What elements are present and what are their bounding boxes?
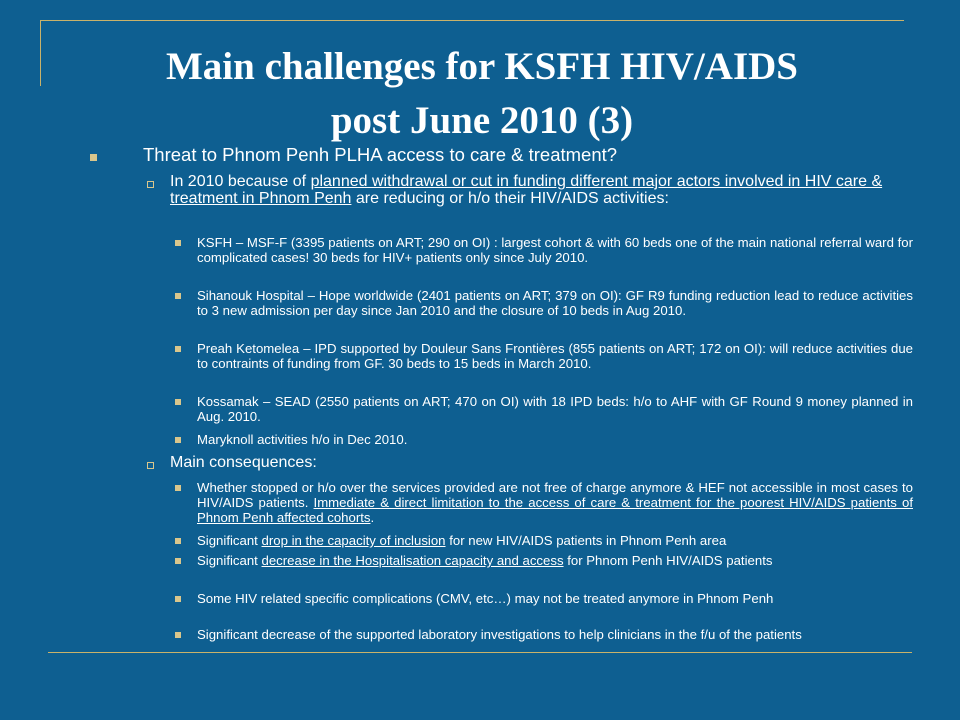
square-bullet-icon xyxy=(175,437,181,443)
hollow-square-bullet-icon xyxy=(147,181,154,188)
square-bullet-icon xyxy=(175,240,181,246)
title-line-2: post June 2010 (3) xyxy=(330,99,634,142)
consequence-3-post: for Phnom Penh HIV/AIDS patients xyxy=(563,553,773,568)
consequences-heading: Main consequences: xyxy=(170,454,317,471)
square-bullet-icon xyxy=(175,293,181,299)
consequence-2-underlined: drop in the capacity of inclusion xyxy=(261,533,446,548)
threat-heading: Threat to Phnom Penh PLHA access to care & treatment? xyxy=(143,144,618,165)
consequence-item xyxy=(197,553,913,568)
consequence-3-pre: Significant xyxy=(197,553,262,568)
consequence-item: Some HIV related specific complications (CMV, etc…) may not be treated anymore in Phnom Penh xyxy=(197,591,774,606)
actor-item: Maryknoll activities h/o in Dec 2010. xyxy=(197,432,408,447)
reason-pre: In 2010 because of xyxy=(170,173,311,190)
consequence-1-post: . xyxy=(370,510,375,525)
square-bullet-icon xyxy=(90,154,97,161)
square-bullet-icon xyxy=(175,558,181,564)
square-bullet-icon xyxy=(175,596,181,602)
reason-post: are reducing or h/o their HIV/AIDS activities: xyxy=(351,190,669,207)
actor-item: Sihanouk Hospital – Hope worldwide (2401 patients on ART; 379 on OI): GF R9 funding reduction lead to reduce activities to 3 new admission per day since Jan 2010 and the closure of 10 beds in Aug 2010. xyxy=(197,288,913,318)
hollow-square-bullet-icon xyxy=(147,462,154,469)
reason-underlined: planned withdrawal or cut in funding different major actors involved in HIV care & treatment in Phnom Penh xyxy=(170,173,883,207)
consequence-1-underlined: Immediate & direct limitation to the access of care & treatment for the poorest HIV/AIDS patients of Phnom Penh affected cohorts xyxy=(197,495,913,525)
consequence-2-post: for new HIV/AIDS patients in Phnom Penh area xyxy=(445,533,727,548)
consequence-2-pre: Significant xyxy=(197,533,262,548)
square-bullet-icon xyxy=(175,485,181,491)
actor-item: Preah Ketomelea – IPD supported by Douleur Sans Frontières (855 patients on ART; 172 on OI): will reduce activities due to contraints of funding from GF. 30 beds to 15 beds in March 2010. xyxy=(197,341,913,371)
square-bullet-icon xyxy=(175,346,181,352)
consequence-1-pre: Whether stopped or h/o over the services provided are not free of charge anymore & HEF not accessible in most cases to HIV/AIDS patients. xyxy=(197,480,913,510)
consequence-item xyxy=(197,533,913,548)
square-bullet-icon xyxy=(175,399,181,405)
consequence-3-underlined: decrease in the Hospitalisation capacity and access xyxy=(261,553,564,568)
actor-item: Kossamak – SEAD (2550 patients on ART; 470 on OI) with 18 IPD beds: h/o to AHF with GF Round 9 money planned in Aug. 2010. xyxy=(197,394,913,424)
square-bullet-icon xyxy=(175,538,181,544)
actor-item: KSFH – MSF-F (3395 patients on ART; 290 on OI) : largest cohort & with 60 beds one of the main national referral ward for complicated cases! 30 beds for HIV+ patients only since July 2010. xyxy=(197,235,913,265)
reason-paragraph xyxy=(170,173,912,207)
consequence-item: Significant decrease of the supported laboratory investigations to help clinicians in the f/u of the patients xyxy=(197,627,802,642)
consequence-item xyxy=(197,480,913,525)
square-bullet-icon xyxy=(175,632,181,638)
title-line-1: Main challenges for KSFH HIV/AIDS xyxy=(166,45,798,88)
